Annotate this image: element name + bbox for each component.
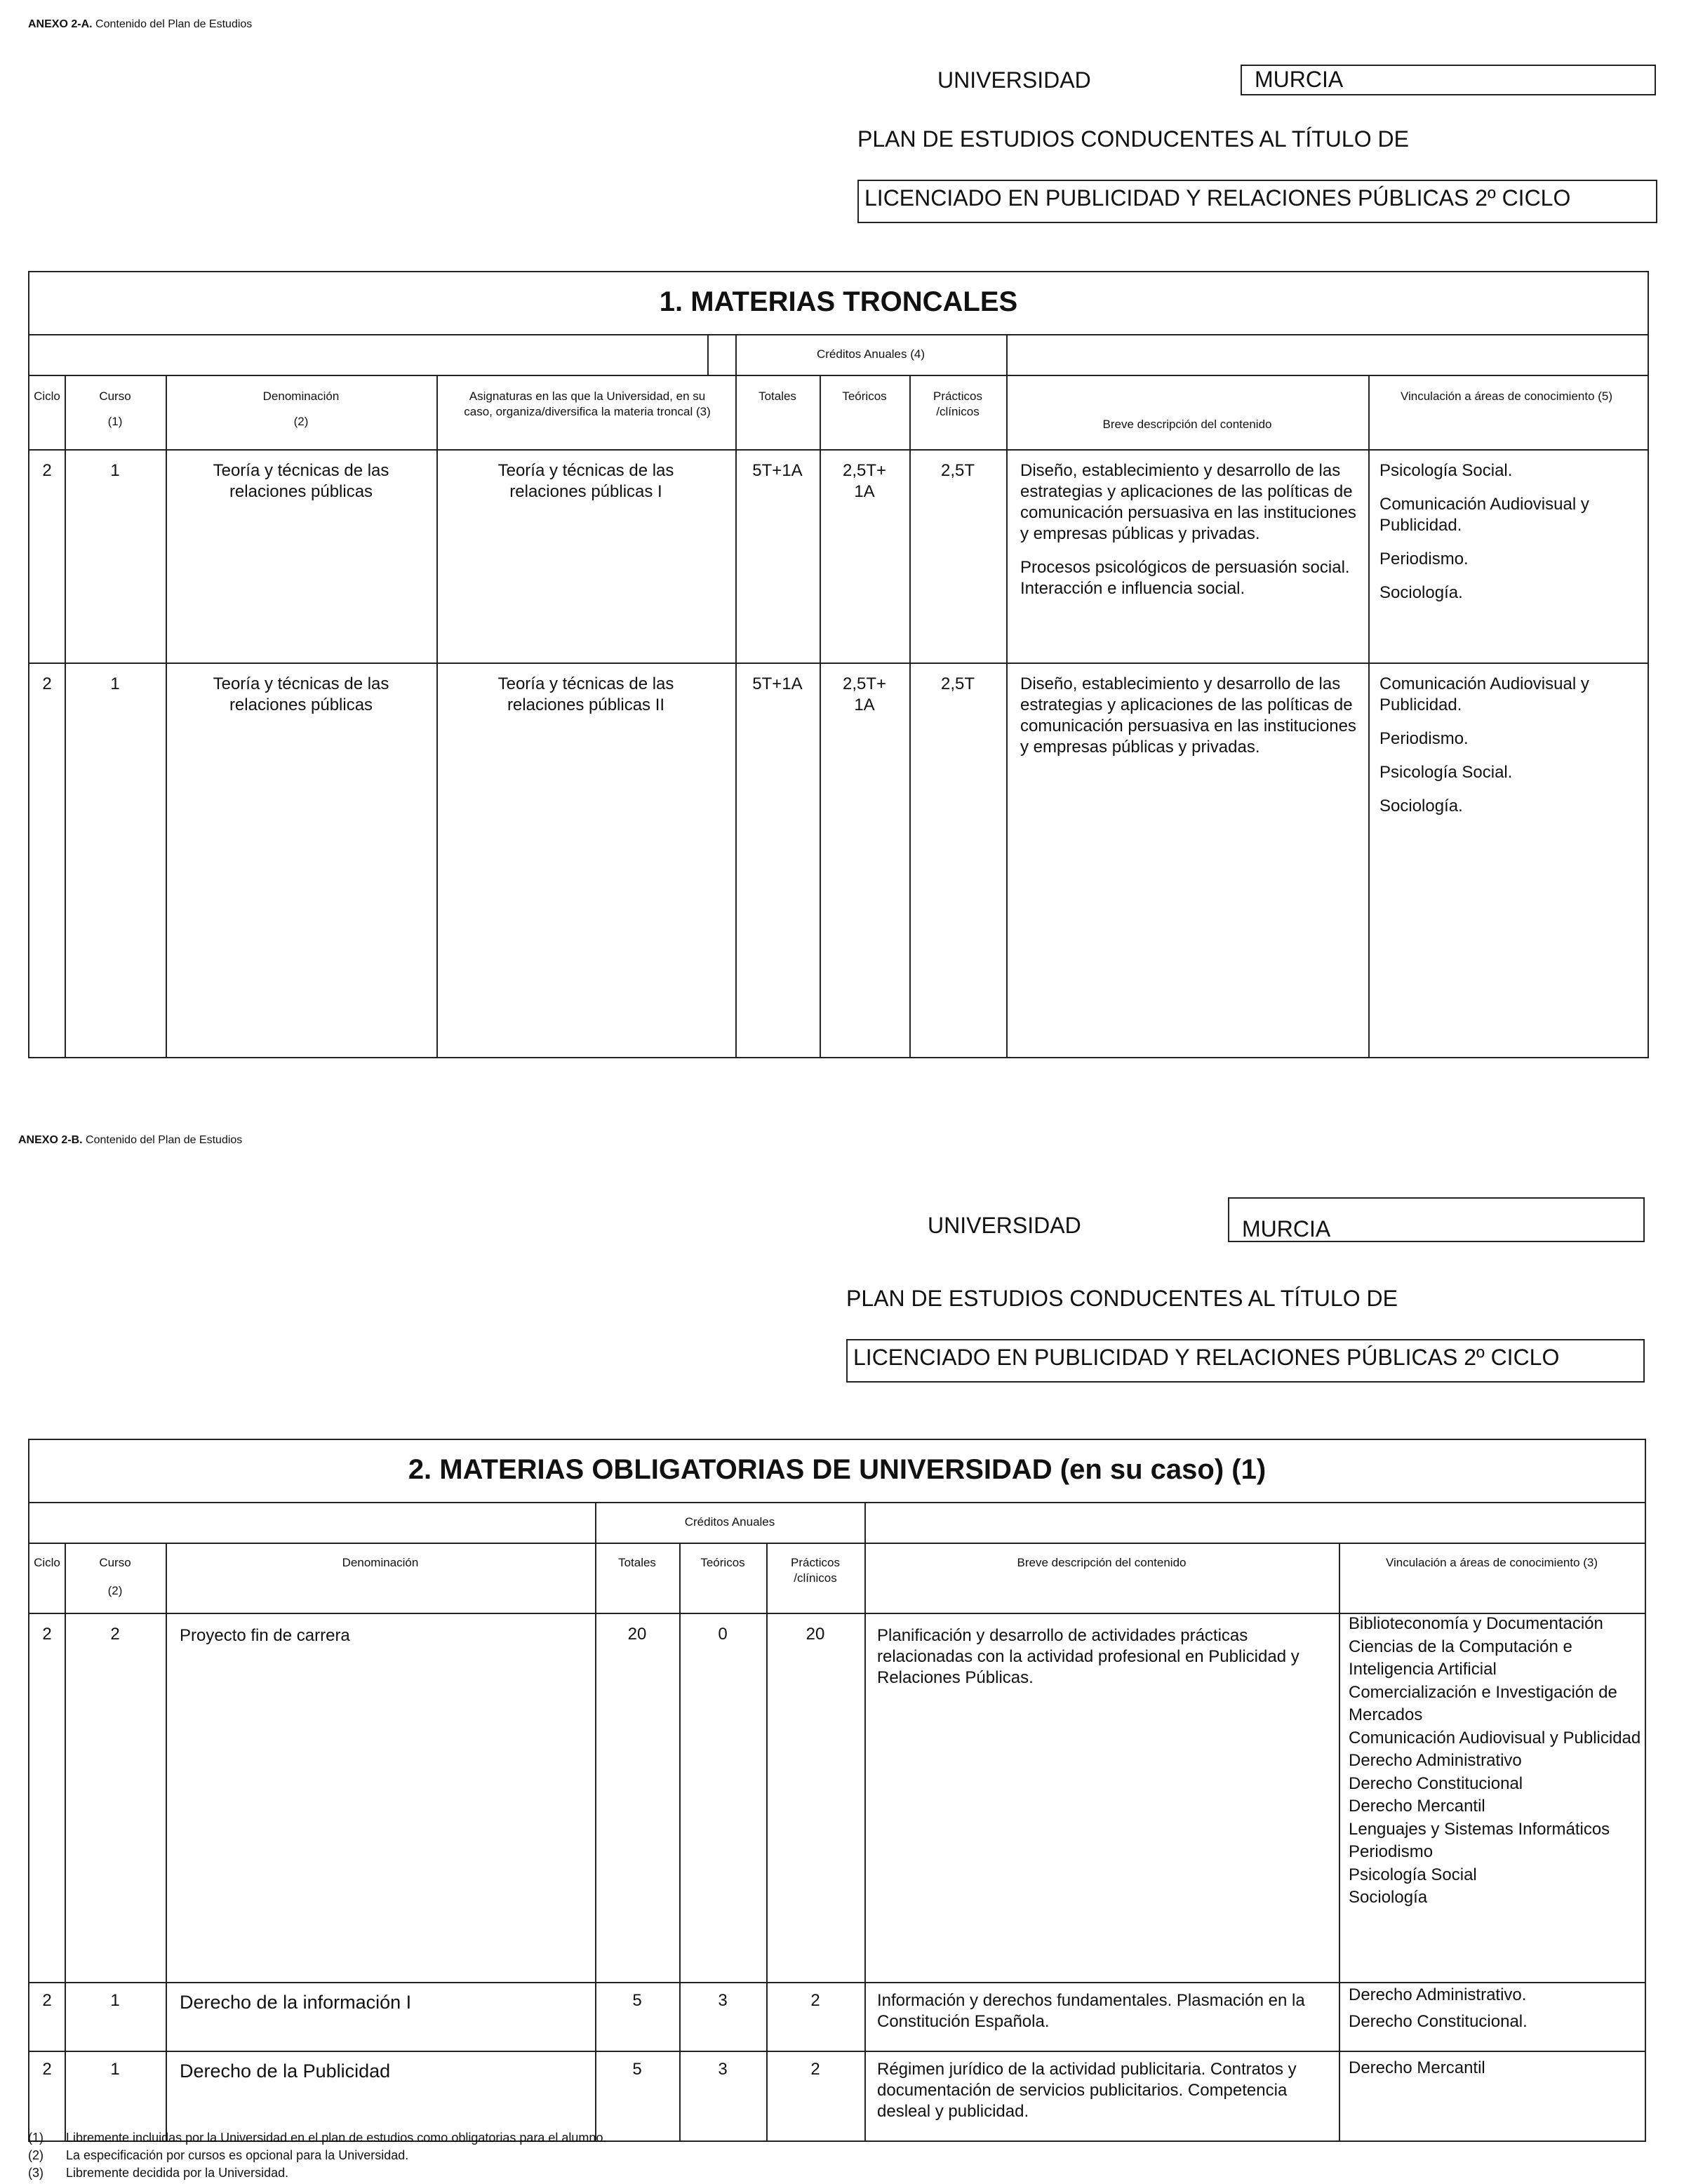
header-practicos: Prácticos /clínicos	[933, 389, 982, 418]
annex-2a-heading	[28, 18, 252, 31]
row3-denominacion: Derecho de la Publicidad	[180, 2060, 391, 2082]
troncales-table	[28, 271, 1649, 1058]
row2-curso: 1	[110, 1991, 120, 2010]
row3-practicos: 2	[810, 2060, 820, 2079]
header-denominacion-note: (2)	[293, 415, 309, 428]
row2-descripcion: Diseño, establecimiento y desarrollo de las estrategias y aplicaciones de las políticas de comunicación persuasiva en las instituciones y empresas públicas y privadas.	[1020, 674, 1356, 757]
header-descripcion: Breve descripción del contenido	[1102, 418, 1272, 431]
annex-label: ANEXO 2-A.	[28, 18, 93, 30]
row2-areas: Comunicación Audiovisual y Publicidad. Periodismo. Psicología Social. Sociología.	[1379, 674, 1589, 815]
row3-areas: Derecho Mercantil	[1349, 2058, 1485, 2077]
row1-denominacion: Teoría y técnicas de las relaciones públicas	[213, 461, 389, 501]
row1-practicos: 20	[806, 1625, 825, 1644]
table-title: 2. MATERIAS OBLIGATORIAS DE UNIVERSIDAD (en su caso) (1)	[408, 1454, 1267, 1485]
plan-label: PLAN DE ESTUDIOS CONDUCENTES AL TÍTULO DE	[846, 1286, 1398, 1311]
annex-text: Contenido del Plan de Estudios	[95, 18, 253, 30]
row2-totales: 5	[632, 1991, 642, 2010]
row1-asignatura: Teoría y técnicas de las relaciones públicas I	[497, 461, 674, 501]
header-ciclo: Ciclo	[34, 1556, 60, 1569]
annex-2b-heading	[18, 1134, 242, 1147]
row2-areas: Derecho Administrativo. Derecho Constitucional.	[1349, 1985, 1528, 2031]
credits-group-header: Créditos Anuales (4)	[816, 347, 925, 361]
footnote: (3) Libremente decidida por la Universidad.	[28, 2166, 289, 2180]
row2-practicos: 2	[810, 1991, 820, 2010]
row3-totales: 5	[632, 2060, 642, 2079]
row2-teoricos: 2,5T+ 1A	[842, 674, 887, 714]
row2-ciclo: 2	[42, 674, 52, 693]
header-totales: Totales	[618, 1556, 656, 1569]
row3-teoricos: 3	[718, 2060, 728, 2079]
row3-curso: 1	[110, 2060, 120, 2079]
header-denominacion: Denominación	[262, 389, 340, 403]
annex-label: ANEXO 2-B.	[18, 1134, 83, 1146]
row1-denominacion: Proyecto fin de carrera	[180, 1626, 350, 1645]
row1-descripcion: Planificación y desarrollo de actividades prácticas relacionadas con la actividad profesional en Publicidad y Relaciones Públicas.	[877, 1626, 1299, 1687]
header-teoricos: Teóricos	[842, 389, 887, 403]
header-totales: Totales	[759, 389, 796, 403]
degree-title: LICENCIADO EN PUBLICIDAD Y RELACIONES PÚBLICAS 2º CICLO	[846, 1339, 1645, 1383]
row3-ciclo: 2	[42, 2060, 52, 2079]
university-label: UNIVERSIDAD	[937, 67, 1091, 93]
header-teoricos: Teóricos	[700, 1556, 745, 1569]
header-denominacion: Denominación	[342, 1556, 419, 1569]
row2-practicos: 2,5T	[940, 674, 975, 693]
row1-curso: 1	[110, 461, 120, 480]
obligatorias-table	[28, 1439, 1646, 2142]
university-value: MURCIA	[1228, 1197, 1645, 1242]
row1-totales: 5T+1A	[752, 461, 803, 480]
row2-denominacion: Derecho de la información I	[180, 1992, 412, 2013]
row2-teoricos: 3	[718, 1991, 728, 2010]
degree-title: LICENCIADO EN PUBLICIDAD Y RELACIONES PÚBLICAS 2º CICLO	[857, 180, 1657, 223]
footnote: (2) La especificación por cursos es opcional para la Universidad.	[28, 2148, 409, 2162]
row1-totales: 20	[627, 1625, 647, 1644]
header-descripcion: Breve descripción del contenido	[1017, 1556, 1187, 1569]
credits-group-header: Créditos Anuales	[684, 1515, 775, 1529]
university-value: MURCIA	[1241, 65, 1656, 95]
header-vinculacion: Vinculación a áreas de conocimiento (5)	[1400, 389, 1613, 403]
header-vinculacion: Vinculación a áreas de conocimiento (3)	[1385, 1556, 1598, 1569]
row1-areas: Biblioteconomía y Documentación Ciencias de la Computación e Inteligencia Artificial Comercialización e Investigación de Mercados Comunicación Audiovisual y Publicidad Derecho Administrativo Derecho Constitucional Derecho Mercantil Lenguajes y Sistemas Informáticos Periodismo Psicología Social Sociología	[1349, 1614, 1641, 1907]
row1-ciclo: 2	[42, 1625, 52, 1644]
header-curso-note: (1)	[107, 415, 123, 428]
header-practicos: Prácticos /clínicos	[791, 1556, 840, 1585]
header-ciclo: Ciclo	[34, 389, 60, 403]
row2-totales: 5T+1A	[752, 674, 803, 693]
row1-ciclo: 2	[42, 461, 52, 480]
header-curso: Curso	[99, 389, 131, 403]
row1-teoricos: 2,5T+ 1A	[842, 461, 887, 501]
plan-label: PLAN DE ESTUDIOS CONDUCENTES AL TÍTULO DE	[857, 126, 1409, 152]
header-curso: Curso	[99, 1556, 131, 1569]
header-curso-note: (2)	[107, 1584, 123, 1597]
row1-curso: 2	[110, 1625, 120, 1644]
table-title: 1. MATERIAS TRONCALES	[659, 286, 1018, 317]
row2-ciclo: 2	[42, 1991, 52, 2010]
annex-text: Contenido del Plan de Estudios	[86, 1134, 243, 1146]
row3-descripcion: Régimen jurídico de la actividad publicitaria. Contratos y documentación de servicios publicitarios. Competencia desleal y publicidad.	[877, 2060, 1297, 2121]
row2-descripcion: Información y derechos fundamentales. Plasmación en la Constitución Española.	[877, 1991, 1305, 2031]
university-label: UNIVERSIDAD	[928, 1213, 1081, 1238]
footnotes	[28, 2129, 1010, 2182]
footnote: (1) Libremente incluidas por la Universidad en el plan de estudios como obligatorias para el alumno.	[28, 2131, 607, 2145]
row1-teoricos: 0	[718, 1625, 728, 1644]
row2-denominacion: Teoría y técnicas de las relaciones públicas	[213, 674, 389, 714]
row1-areas: Psicología Social. Comunicación Audiovisual y Publicidad. Periodismo. Sociología.	[1379, 461, 1589, 602]
row2-curso: 1	[110, 674, 120, 693]
header-asignaturas: Asignaturas en las que la Universidad, en su caso, organiza/diversifica la materia troncal (3)	[464, 389, 711, 418]
row1-descripcion: Diseño, establecimiento y desarrollo de las estrategias y aplicaciones de las políticas de comunicación persuasiva en las instituciones y empresas públicas y privadas. Procesos psicológicos de persuasión social. Interacción e influencia social.	[1020, 461, 1356, 598]
row2-asignatura: Teoría y técnicas de las relaciones públicas II	[497, 674, 674, 714]
row1-practicos: 2,5T	[940, 461, 975, 480]
